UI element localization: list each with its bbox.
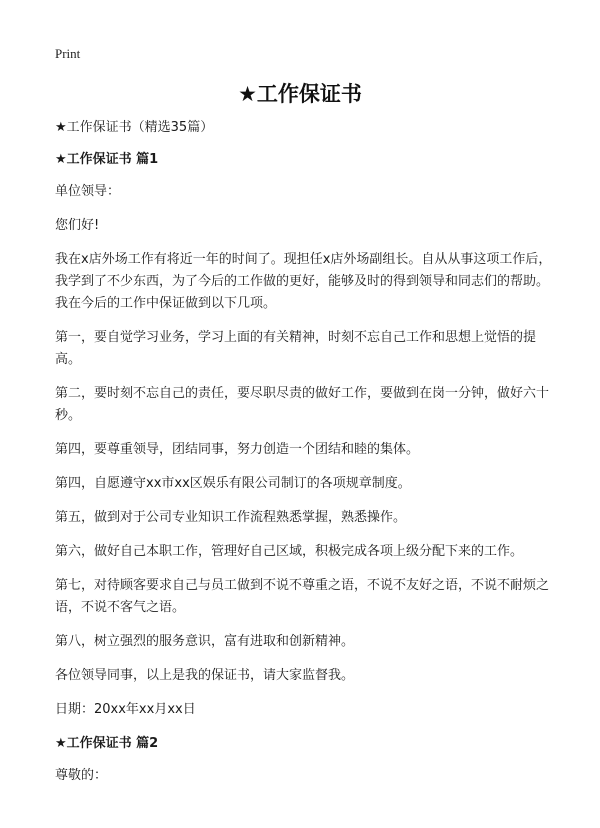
paragraph-closing: 各位领导同事，以上是我的保证书，请大家监督我。 bbox=[55, 668, 355, 683]
section-heading-1: ★工作保证书 篇1 bbox=[55, 152, 159, 167]
document-subtitle: ★工作保证书（精选35篇） bbox=[55, 120, 214, 135]
paragraph-item-4b: 第四，自愿遵守xx市xx区娱乐有限公司制订的各项规章制度。 bbox=[55, 476, 411, 491]
paragraph-intro: 我在x店外场工作有将近一年的时间了。现担任x店外场副组长。自从从事这项工作后，我学到了不少东西，为了今后的工作做的更好，能够及时的得到领导和同志们的帮助。我在今后的工作中保证做到以下几项。 bbox=[55, 252, 552, 311]
document-body bbox=[55, 117, 555, 799]
paragraph-greeting: 您们好! bbox=[55, 218, 100, 233]
paragraph-salutation-2: 尊敬的： bbox=[55, 768, 108, 783]
paragraph-item-7: 第七，对待顾客要求自己与员工做到不说不尊重之语，不说不友好之语，不说不耐烦之语，不说不客气之语。 bbox=[55, 578, 550, 615]
paragraph-item-8: 第八，树立强烈的服务意识，富有进取和创新精神。 bbox=[55, 634, 355, 649]
paragraph-item-5: 第五，做到对于公司专业知识工作流程熟悉掌握，熟悉操作。 bbox=[55, 510, 407, 525]
paragraph-date: 日期：20xx年xx月xx日 bbox=[55, 702, 196, 717]
paragraph-salutation: 单位领导： bbox=[55, 184, 121, 199]
document-title: ★工作保证书 bbox=[238, 82, 362, 106]
paragraph-item-2: 第二，要时刻不忘自己的责任，要尽职尽责的做好工作，要做到在岗一分钟，做好六十秒。 bbox=[55, 386, 550, 423]
print-link[interactable]: Print bbox=[55, 46, 81, 61]
section-heading-2: ★工作保证书 篇2 bbox=[55, 736, 159, 751]
paragraph-item-6: 第六，做好自己本职工作，管理好自己区域，积极完成各项上级分配下来的工作。 bbox=[55, 544, 524, 559]
paragraph-item-4a: 第四，要尊重领导，团结同事，努力创造一个团结和睦的集体。 bbox=[55, 442, 420, 457]
paragraph-item-1: 第一，要自觉学习业务，学习上面的有关精神，时刻不忘自己工作和思想上觉悟的提高。 bbox=[55, 330, 537, 367]
